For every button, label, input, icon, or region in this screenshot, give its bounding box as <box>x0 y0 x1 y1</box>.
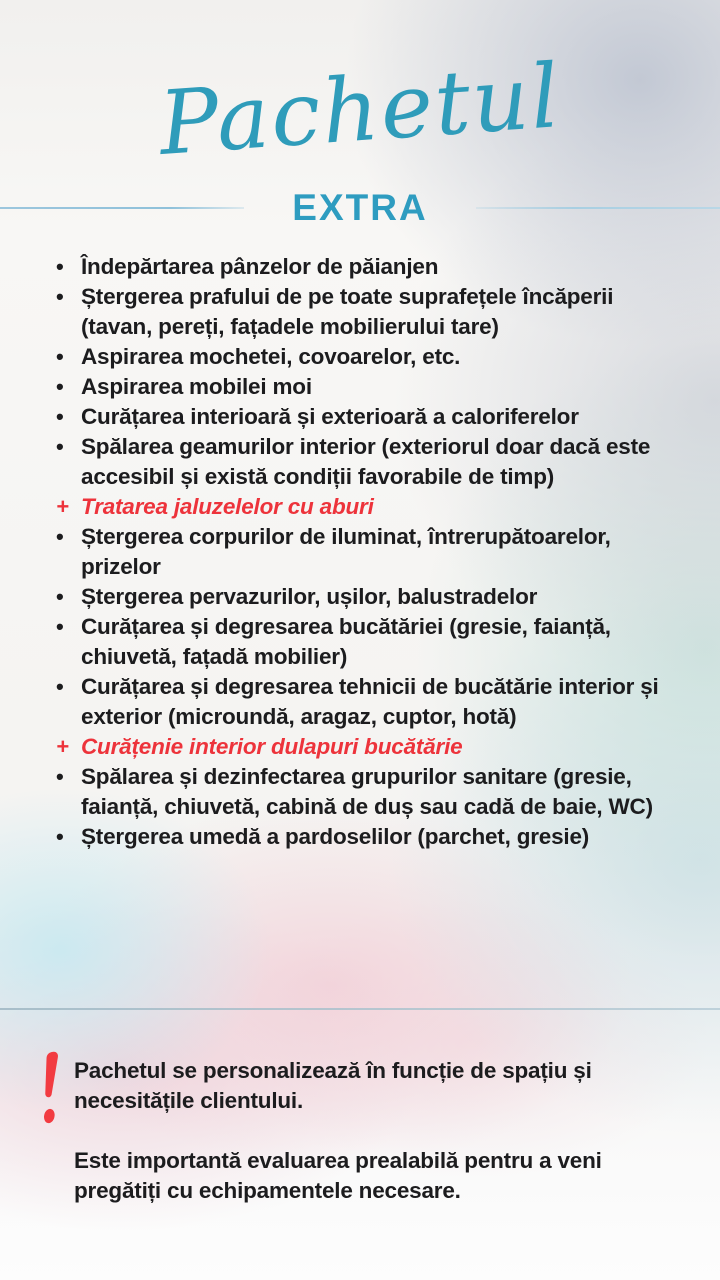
list-item-text: Tratarea jaluzelelor cu aburi <box>81 494 374 519</box>
list-item-text: Curățenie interior dulapuri bucătărie <box>81 734 463 759</box>
list-item-marker: • <box>56 374 64 399</box>
list-item-marker: • <box>56 254 64 279</box>
section-divider <box>0 1008 720 1010</box>
list-item <box>56 282 672 342</box>
list-item-text: Ștergerea pervazurilor, ușilor, balustradelor <box>81 584 538 609</box>
list-item <box>56 402 672 432</box>
list-item-marker: • <box>56 824 64 849</box>
list-item-text: Ștergerea prafului de pe toate suprafețele încăperii (tavan, pereți, fațadele mobilierului tare) <box>81 284 614 339</box>
list-item-text: Curățarea și degresarea tehnicii de bucătărie interior și exterior (microundă, aragaz, cuptor, hotă) <box>81 674 659 729</box>
list-item-text: Aspirarea mochetei, covoarelor, etc. <box>81 344 461 369</box>
list-item-marker: + <box>56 734 69 759</box>
list-item <box>56 762 672 822</box>
note-paragraph-2: Este importantă evaluarea prealabilă pentru a veni pregătiți cu echipamentele necesare. <box>74 1148 602 1203</box>
list-item-marker: • <box>56 524 64 549</box>
list-item-text: Ștergerea corpurilor de iluminat, întrerupătoarelor, prizelor <box>81 524 611 579</box>
list-item <box>56 432 672 492</box>
list-item <box>56 672 672 732</box>
list-item <box>56 492 672 522</box>
list-item <box>56 612 672 672</box>
list-item-marker: • <box>56 764 64 789</box>
list-item-marker: • <box>56 344 64 369</box>
list-item-text: Spălarea și dezinfectarea grupurilor sanitare (gresie, faianță, chiuvetă, cabină de duș sau cadă de baie, WC) <box>81 764 653 819</box>
list-item-marker: + <box>56 494 69 519</box>
list-item-marker: • <box>56 284 64 309</box>
list-item-marker: • <box>56 674 64 699</box>
subtitle-divider-left <box>0 207 244 209</box>
list-item <box>56 372 672 402</box>
list-item-text: Aspirarea mobilei moi <box>81 374 312 399</box>
list-item-marker: • <box>56 584 64 609</box>
notes-section <box>74 1056 666 1206</box>
exclamation-icon <box>33 1049 67 1135</box>
list-item-text: Curățarea și degresarea bucătăriei (gresie, faianță, chiuvetă, fațadă mobilier) <box>81 614 611 669</box>
list-item-text: Spălarea geamurilor interior (exteriorul doar dacă este accesibil și există condiții favorabile de timp) <box>81 434 651 489</box>
list-item <box>56 582 672 612</box>
list-item-marker: • <box>56 614 64 639</box>
page-subtitle: EXTRA <box>292 187 428 228</box>
list-item <box>56 342 672 372</box>
list-item-marker: • <box>56 434 64 459</box>
services-list <box>56 252 672 852</box>
list-item-text: Îndepărtarea pânzelor de păianjen <box>81 254 439 279</box>
list-item <box>56 522 672 582</box>
list-item-marker: • <box>56 404 64 429</box>
page-title-script: Pachetul <box>155 43 565 175</box>
list-item <box>56 822 672 852</box>
list-item-text: Curățarea interioară și exterioară a caloriferelor <box>81 404 579 429</box>
subtitle-divider-right <box>476 207 720 209</box>
list-item <box>56 732 672 762</box>
list-item <box>56 252 672 282</box>
subtitle-row <box>0 186 720 230</box>
note-paragraph-1: Pachetul se personalizează în funcție de spațiu și necesitățile clientului. <box>74 1058 592 1113</box>
list-item-text: Ștergerea umedă a pardoselilor (parchet, gresie) <box>81 824 590 849</box>
